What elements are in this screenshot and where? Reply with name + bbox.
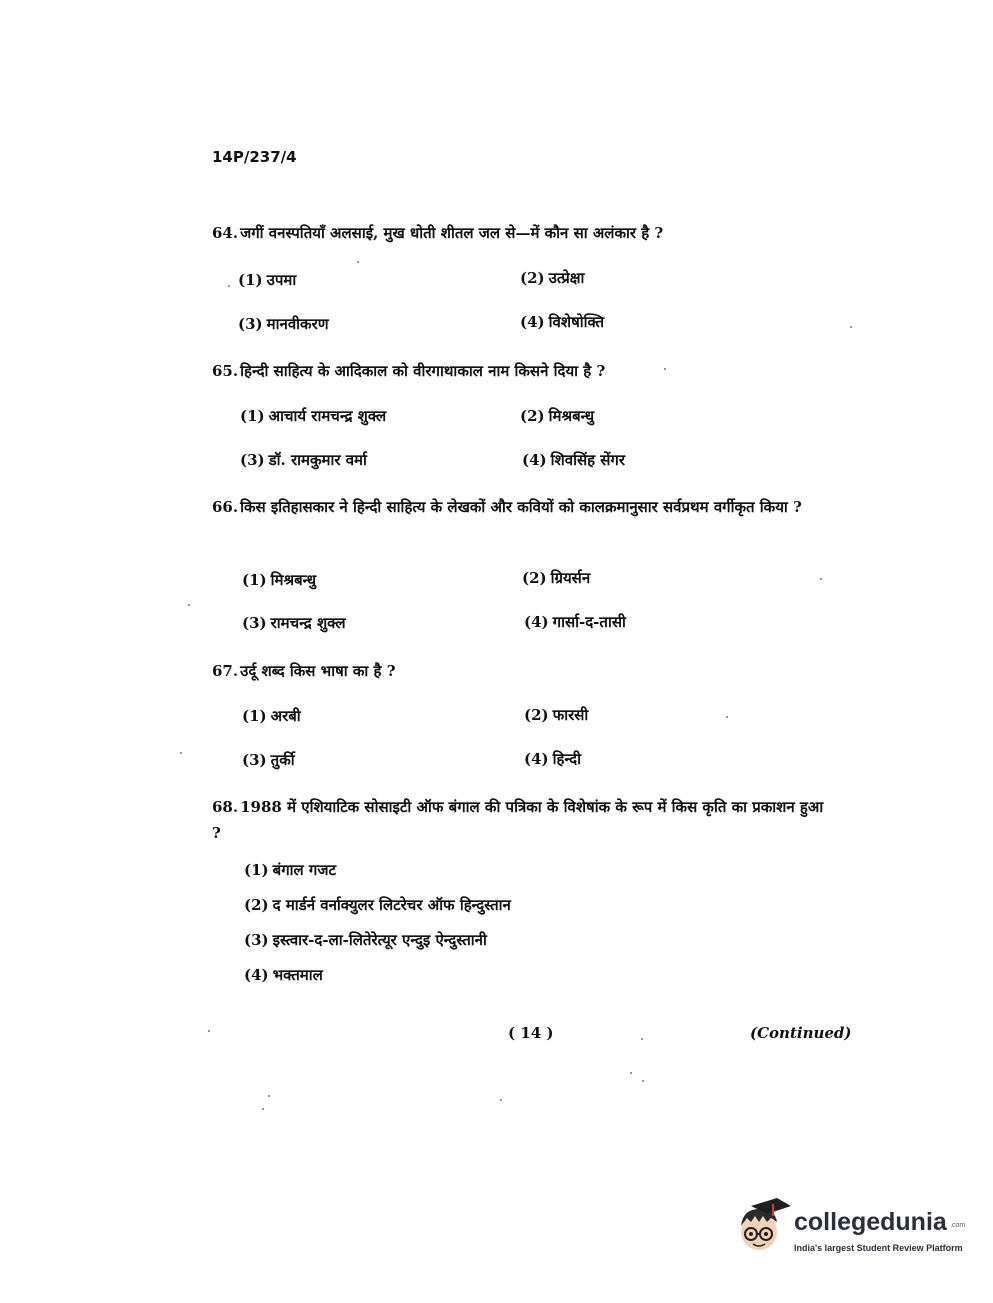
option-65-3: (3) डॉ. रामकुमार वर्मा bbox=[240, 451, 367, 469]
question-64 bbox=[212, 220, 834, 246]
option-65-1: (1) आचार्य रामचन्द्र शुक्ल bbox=[240, 407, 387, 425]
scan-speck bbox=[820, 578, 822, 580]
continued-label: (Continued) bbox=[750, 1024, 852, 1042]
logo-brand-text: collegedunia bbox=[794, 1208, 947, 1236]
scan-speck bbox=[262, 1108, 264, 1110]
option-68-2: (2) द मार्डर्न वर्नाक्युलर लिटरेचर ऑफ हिन्दुस्तान bbox=[244, 896, 511, 914]
question-text: हिन्दी साहित्य के आदिकाल को वीरगाथाकाल नाम किसने दिया है ? bbox=[240, 362, 606, 380]
question-number: 66. bbox=[212, 498, 239, 516]
option-66-1: (1) मिश्रबन्धु bbox=[242, 571, 317, 589]
scan-speck bbox=[208, 1030, 210, 1032]
question-text: उर्दू शब्द किस भाषा का है ? bbox=[240, 662, 396, 680]
scan-speck bbox=[726, 716, 728, 718]
scan-speck bbox=[500, 1099, 502, 1101]
option-67-3: (3) तुर्की bbox=[242, 751, 295, 769]
question-number: 68. bbox=[212, 798, 239, 816]
paper-code: 14P/237/4 bbox=[212, 148, 297, 166]
option-68-1: (1) बंगाल गजट bbox=[244, 861, 337, 879]
question-text: 1988 में एशियाटिक सोसाइटी ऑफ बंगाल की पत्रिका के विशेषांक के रूप में किस कृति का प्रकाशन हुआ ? bbox=[212, 798, 824, 842]
question-number: 65. bbox=[212, 362, 239, 380]
logo-domain: .com bbox=[950, 1222, 966, 1229]
option-68-4: (4) भक्तमाल bbox=[244, 966, 323, 984]
option-64-3: (3) मानवीकरण bbox=[238, 315, 329, 333]
question-66 bbox=[212, 494, 834, 520]
option-64-2: (2) उत्प्रेक्षा bbox=[520, 269, 585, 287]
question-68 bbox=[212, 794, 834, 846]
option-66-4: (4) गार्सा-द-तासी bbox=[524, 613, 626, 631]
scan-speck bbox=[642, 1080, 644, 1082]
question-number: 64. bbox=[212, 224, 239, 242]
option-67-4: (4) हिन्दी bbox=[524, 750, 581, 768]
question-65 bbox=[212, 358, 834, 384]
scan-speck bbox=[630, 1072, 632, 1074]
page-number: ( 14 ) bbox=[508, 1024, 554, 1042]
option-67-2: (2) फारसी bbox=[524, 706, 589, 724]
option-66-2: (2) ग्रियर्सन bbox=[522, 569, 591, 587]
question-text: जगीं वनस्पतियाँ अलसाई, मुख धोती शीतल जल से—में कौन सा अलंकार है ? bbox=[240, 224, 664, 242]
option-64-1: (1) उपमा bbox=[238, 271, 297, 289]
logo-tagline: India's largest Student Review Platform bbox=[794, 1243, 963, 1253]
scan-speck bbox=[641, 1038, 643, 1040]
scan-speck bbox=[357, 261, 359, 263]
scan-speck bbox=[268, 1095, 270, 1097]
option-65-4: (4) शिवसिंह सेंगर bbox=[522, 451, 625, 469]
scan-speck bbox=[188, 604, 190, 606]
scan-speck bbox=[228, 285, 230, 287]
question-text: किस इतिहासकार ने हिन्दी साहित्य के लेखकों और कवियों को कालक्रमानुसार सर्वप्रथम वर्गीकृत किया ? bbox=[240, 498, 802, 516]
scan-speck bbox=[850, 326, 852, 328]
option-66-3: (3) रामचन्द्र शुक्ल bbox=[242, 614, 346, 632]
scan-speck bbox=[180, 752, 182, 754]
question-67 bbox=[212, 658, 834, 684]
option-64-4: (4) विशेषोक्ति bbox=[520, 313, 605, 331]
option-65-2: (2) मिश्रबन्धु bbox=[520, 407, 595, 425]
option-67-1: (1) अरबी bbox=[242, 707, 301, 725]
option-68-3: (3) इस्त्वार-द-ला-लितेरेत्यूर एन्दुइ ऐन्दुस्तानी bbox=[244, 931, 487, 949]
question-number: 67. bbox=[212, 662, 239, 680]
scan-speck bbox=[664, 368, 666, 370]
